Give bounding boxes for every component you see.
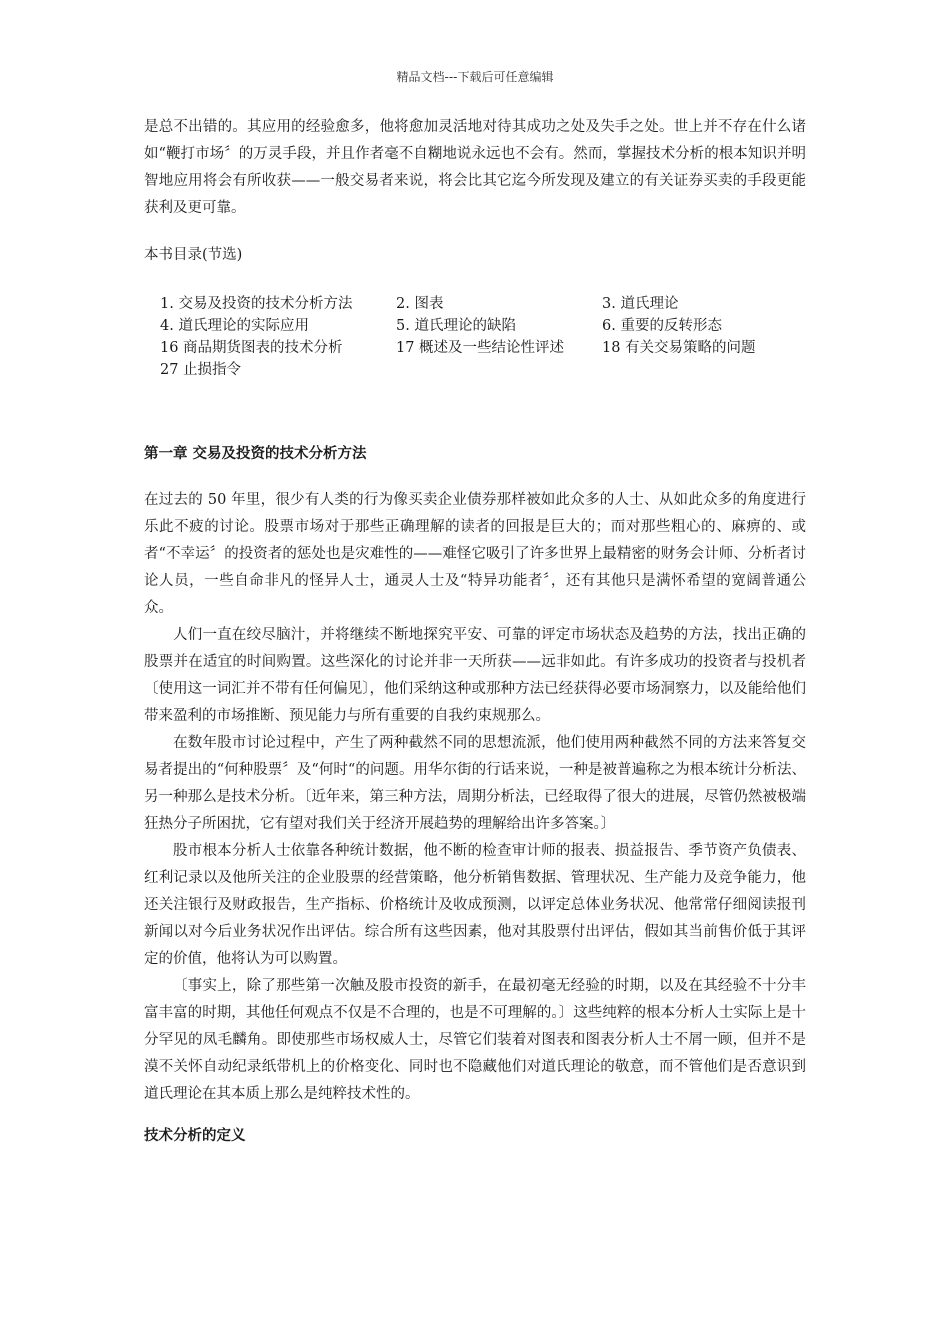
toc-item: 3. 道氏理论 — [602, 296, 679, 312]
toc-title: 本书目录(节选) — [144, 247, 243, 263]
toc-item: 17 概述及一些结论性评述 — [396, 340, 565, 356]
document-body — [144, 114, 806, 1150]
body-paragraph: 在过去的 50 年里，很少有人类的行为像买卖企业债券那样被如此众多的人士、从如此众多的角度进行乐此不疲的讨论。股票市场对于那些正确理解的读者的回报是巨大的；而对那些粗心的、麻痹的、或者“不幸运〞的投资者的惩处也是灾难性的——难怪它吸引了许多世界上最精密的财务会计师、分析者讨论人员，一些自命非凡的怪异人士，通灵人士及“特异功能者〞，还有其他只是满怀希望的宽阔普通公众。 — [144, 492, 806, 616]
toc-item: 1. 交易及投资的技术分析方法 — [160, 296, 353, 312]
chapter-body — [144, 487, 806, 1108]
body-paragraph: 〔事实上，除了那些第一次触及股市投资的新手，在最初毫无经验的时期，以及在其经验不十分丰富丰富的时期，其他任何观点不仅是不合理的，也是不可理解的。〕这些纯粹的根本分析人士实际上是十分罕见的凤毛麟角。即使那些市场权威人士，尽管它们装着对图表和图表分析人士不屑一顾，但并不是漠不关怀自动纪录纸带机上的价格变化、同时也不隐藏他们对道氏理论的敬意，而不管他们是否意识到道氏理论在其本质上那么是纯粹技术性的。 — [144, 978, 806, 1102]
intro-paragraph: 是总不出错的。其应用的经验愈多，他将愈加灵活地对待其成功之处及失手之处。世上并不存在什么诸如“鞭打市场〞的万灵手段，并且作者毫不自糊地说永远也不会有。然而，掌握技术分析的根本知识并明智地应用将会有所收获——一般交易者来说，将会比其它迄今所发现及建立的有关证券买卖的手段更能获利及更可靠。 — [144, 119, 806, 216]
toc-item: 18 有关交易策略的问题 — [602, 340, 756, 356]
toc-item: 16 商品期货图表的技术分析 — [160, 340, 343, 356]
toc-item: 2. 图表 — [396, 296, 444, 312]
toc-item: 4. 道氏理论的实际应用 — [160, 318, 309, 334]
chapter-title: 第一章 交易及投资的技术分析方法 — [144, 446, 367, 462]
table-of-contents — [160, 293, 806, 381]
body-paragraph: 人们一直在绞尽脑汁，并将继续不断地探究平安、可靠的评定市场状态及趋势的方法，找出正确的股票并在适宜的时间购置。这些深化的讨论并非一天所获——远非如此。有许多成功的投资者与投机者〔使用这一词汇并不带有任何偏见〕，他们采纳这种或那种方法已经获得必要市场洞察力，以及能给他们带来盈利的市场推断、预见能力与所有重要的自我约束规那么。 — [144, 627, 806, 724]
body-paragraph: 在数年股市讨论过程中，产生了两种截然不同的思想流派，他们使用两种截然不同的方法来答复交易者提出的“何种股票〞及“何时“的问题。用华尔街的行话来说，一种是被普遍称之为根本统计分析法、另一种那么是技术分析。〔近年来，第三种方法，周期分析法，已经取得了很大的进展，尽管仍然被极端狂热分子所困扰，它有望对我们关于经济开展趋势的理解给出许多答案。〕 — [144, 735, 806, 832]
toc-item: 5. 道氏理论的缺陷 — [396, 318, 516, 334]
page-header: 精品文档---下载后可任意编辑 — [396, 70, 554, 84]
toc-item: 27 止损指令 — [160, 362, 242, 378]
toc-item: 6. 重要的反转形态 — [602, 318, 722, 334]
section-title: 技术分析的定义 — [144, 1128, 246, 1144]
body-paragraph: 股市根本分析人士依靠各种统计数据，他不断的检查审计师的报表、损益报告、季节资产负债表、红利记录以及他所关注的企业股票的经营策略，他分析销售数据、管理状况、生产能力及竞争能力，他还关注银行及财政报告，生产指标、价格统计及收成预测，以评定总体业务状况、他常常仔细阅读报刊新闻以对今后业务状况作出评估。综合所有这些因素，他对其股票付出评估，假如其当前售价低于其评定的价值，他将认为可以购置。 — [144, 843, 806, 967]
